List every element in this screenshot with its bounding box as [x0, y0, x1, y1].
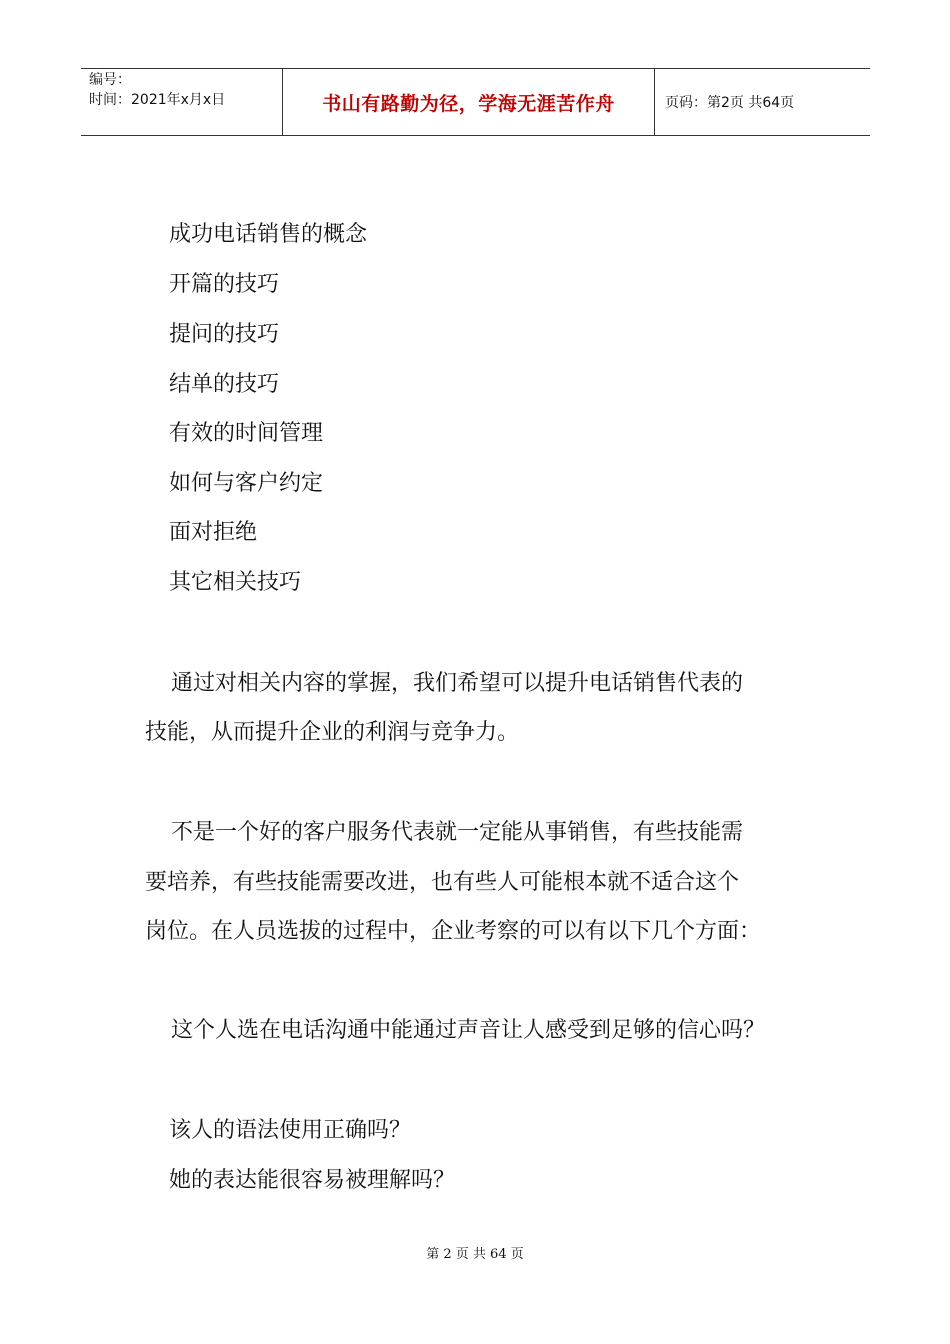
page-footer: 第 2 页 共 64 页: [426, 1247, 524, 1262]
document-number-label: 编号：: [89, 72, 131, 88]
paragraph-line: 技能，从而提升企业的利润与竞争力。: [145, 720, 520, 745]
page-header: [81, 68, 870, 136]
outline-item: 如何与客户约定: [169, 471, 324, 496]
paragraph-line: 不是一个好的客户服务代表就一定能从事销售，有些技能需: [171, 820, 744, 845]
question-confidence: 这个人选在电话沟通中能通过声音让人感受到足够的信心吗？: [171, 1018, 766, 1043]
header-page-code: 页码：第2页 共64页: [665, 95, 795, 111]
outline-item: 其它相关技巧: [169, 570, 302, 595]
question-clarity: 她的表达能很容易被理解吗？: [169, 1168, 456, 1193]
header-meta-cell: [81, 69, 282, 135]
outline-item: 提问的技巧: [169, 322, 280, 347]
header-motto: 书山有路勤为径，学海无涯苦作舟: [322, 92, 615, 115]
outline-item: 结单的技巧: [169, 372, 280, 397]
outline-item: 开篇的技巧: [169, 272, 280, 297]
paragraph-line: 要培养，有些技能需要改进，也有些人可能根本就不适合这个: [145, 870, 740, 895]
outline-item: 有效的时间管理: [169, 421, 324, 446]
header-motto-cell: [282, 69, 655, 135]
outline-item: 面对拒绝: [169, 520, 258, 545]
paragraph-line: 岗位。在人员选拔的过程中，企业考察的可以有以下几个方面：: [145, 919, 762, 944]
document-date: 时间：2021年x月x日: [89, 92, 226, 108]
header-page-cell: [655, 69, 870, 135]
paragraph-line: 通过对相关内容的掌握，我们希望可以提升电话销售代表的: [171, 671, 744, 696]
question-grammar: 该人的语法使用正确吗？: [169, 1118, 412, 1143]
outline-item: 成功电话销售的概念: [169, 222, 368, 247]
